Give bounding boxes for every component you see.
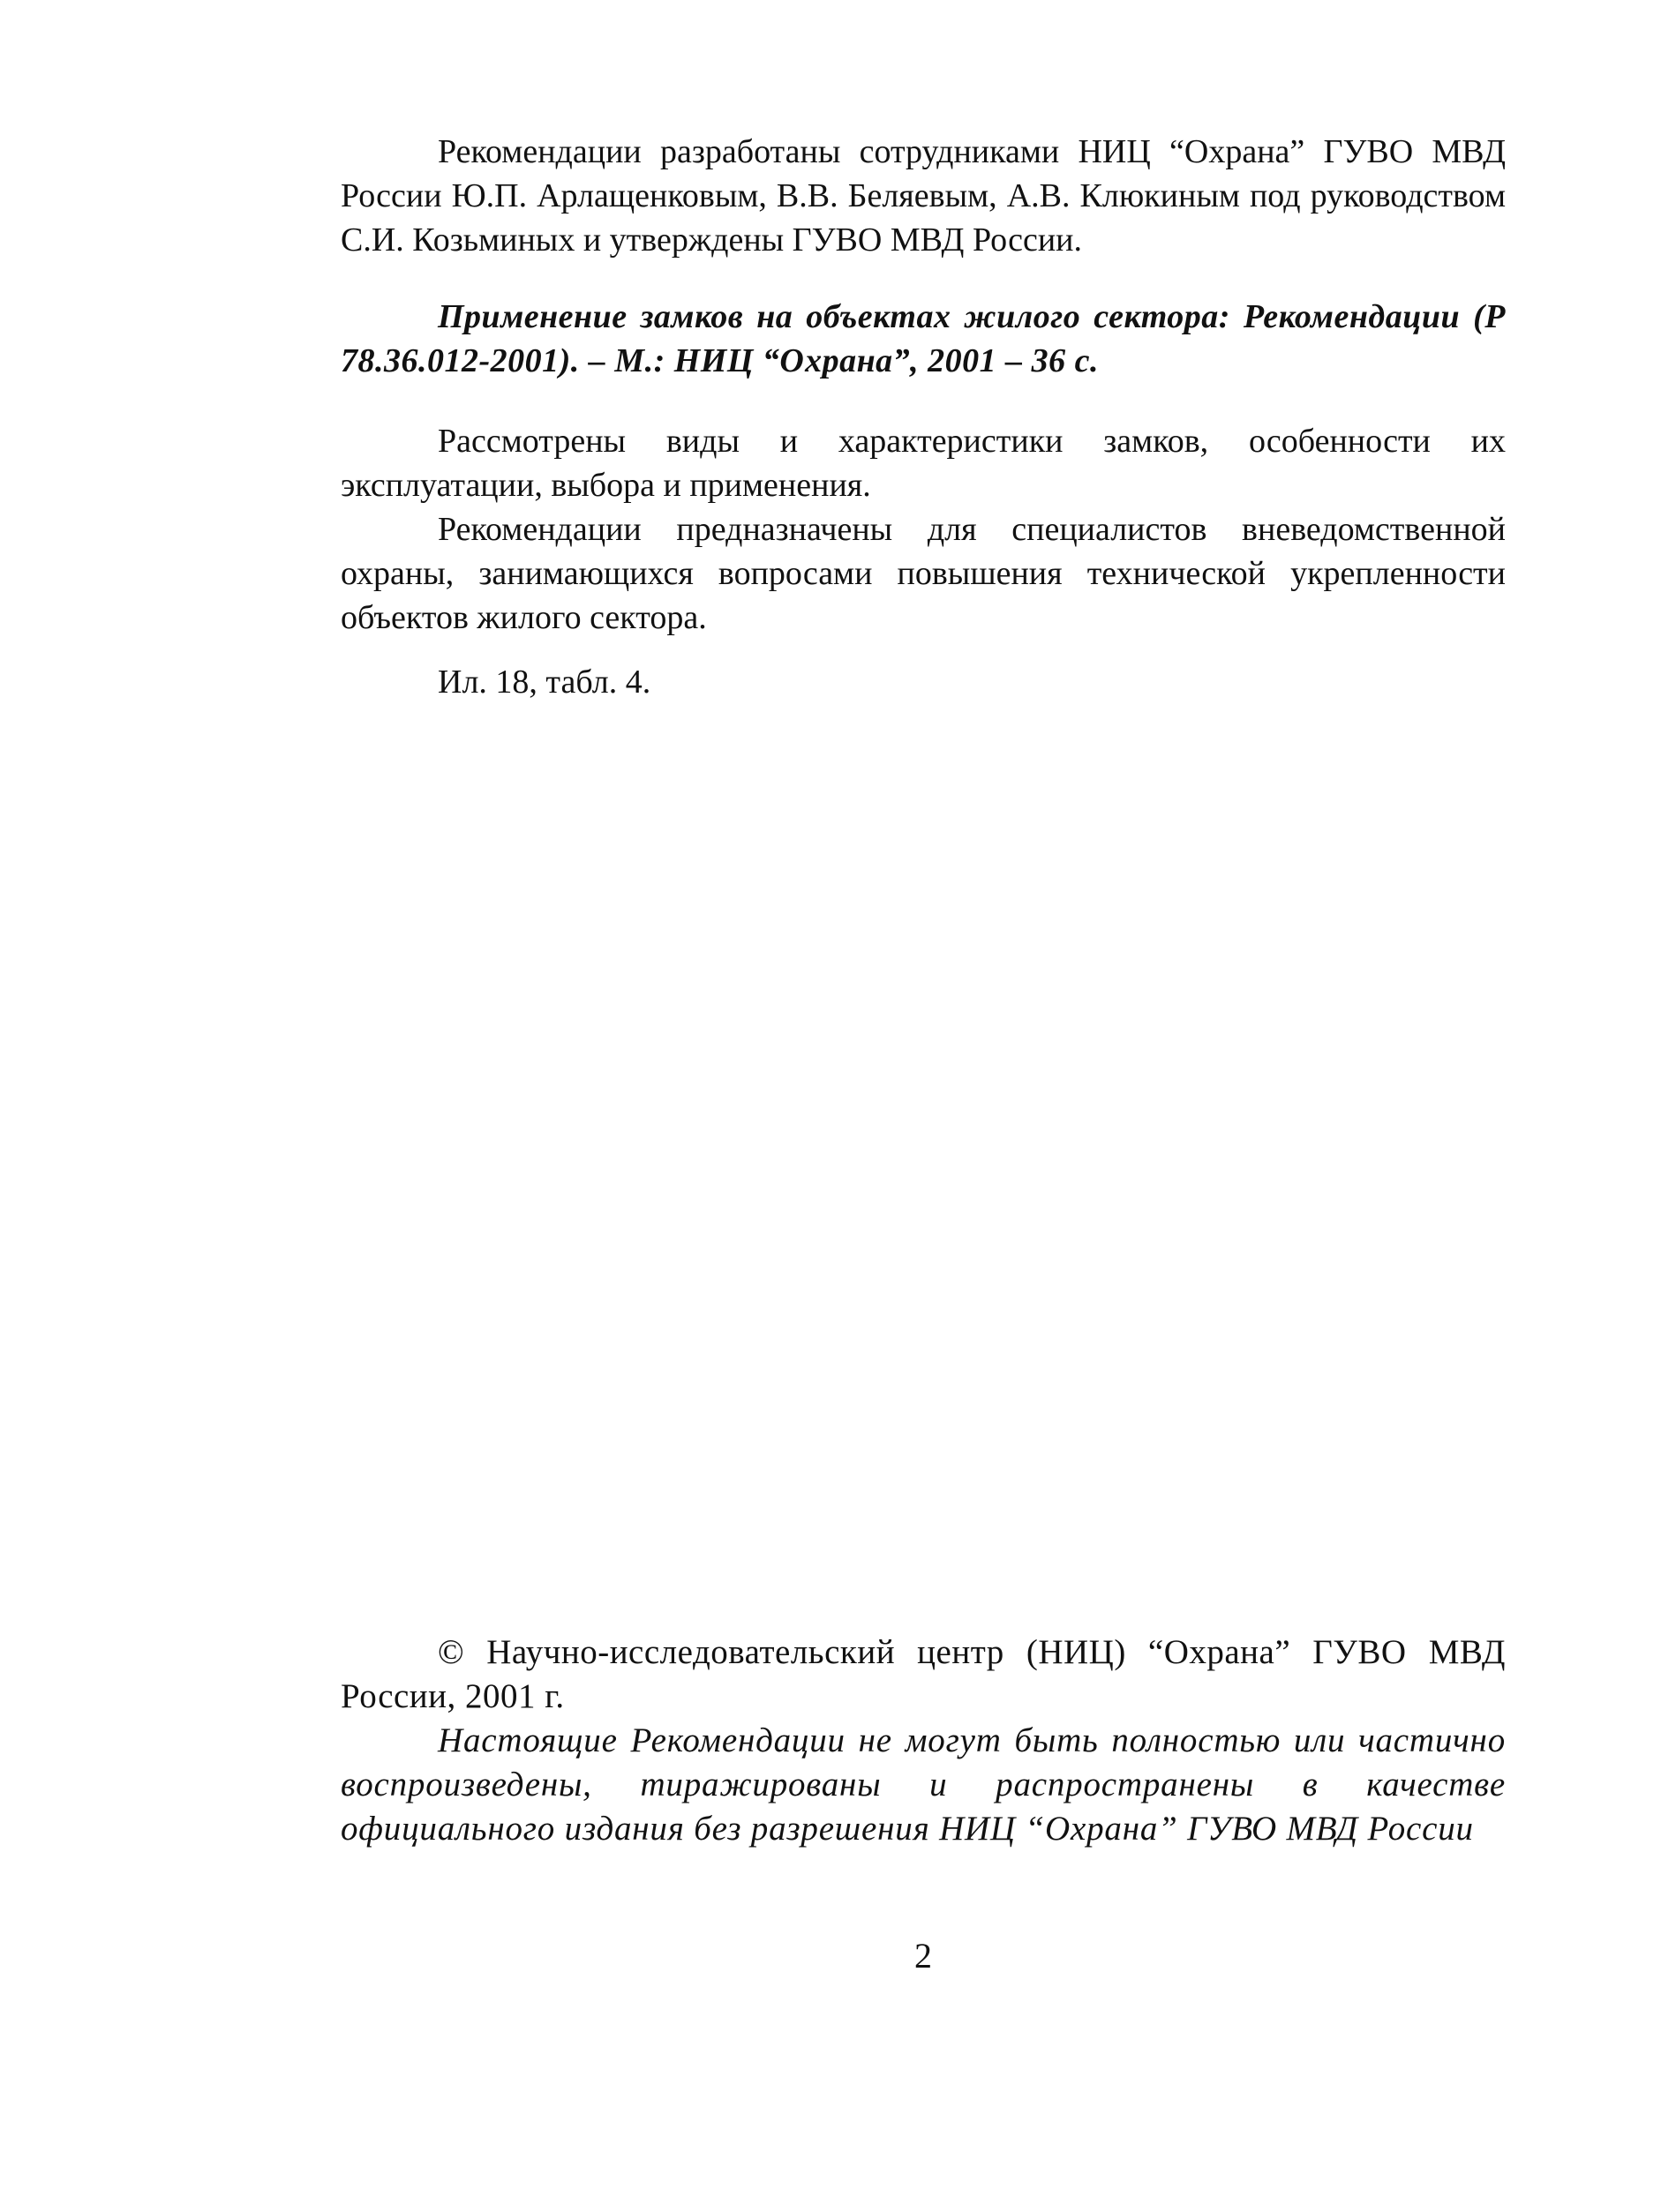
copyright-block (341, 1631, 1506, 1851)
illustrations-count: Ил. 18, табл. 4. (438, 664, 651, 701)
abstract-paragraph-audience: Рекомендации предназначены для специалистов вневедомственной охраны, занимающихся вопросами повышения технической укрепленности объектов жилого сектора. (341, 511, 1506, 636)
copyright-statement: © Научно-исследовательский центр (НИЦ) “Охрана” ГУВО МВД России, 2001 г. (341, 1633, 1506, 1715)
abstract-paragraph-scope: Рассмотрены виды и характеристики замков, особенности их эксплуатации, выбора и применения. (341, 423, 1506, 504)
abstract (341, 419, 1506, 640)
bibliographic-reference: Применение замков на объектах жилого сектора: Рекомендации (Р 78.36.012-2001). – М.: НИЦ “Охрана”, 2001 – 36 с. (341, 298, 1506, 379)
page-number: 2 (914, 1936, 932, 1976)
credits-paragraph: Рекомендации разработаны сотрудниками НИЦ “Охрана” ГУВО МВД России Ю.П. Арлащенковым, В.В. Беляевым, А.В. Клюкиным под руководством С.И. Козьминых и утверждены ГУВО МВД России. (341, 133, 1506, 259)
reproduction-notice: Настоящие Рекомендации не могут быть полностью или частично воспроизведены, тиражированы и распространены в качестве официального издания без разрешения НИЦ “Охрана” ГУВО МВД России (341, 1721, 1506, 1848)
